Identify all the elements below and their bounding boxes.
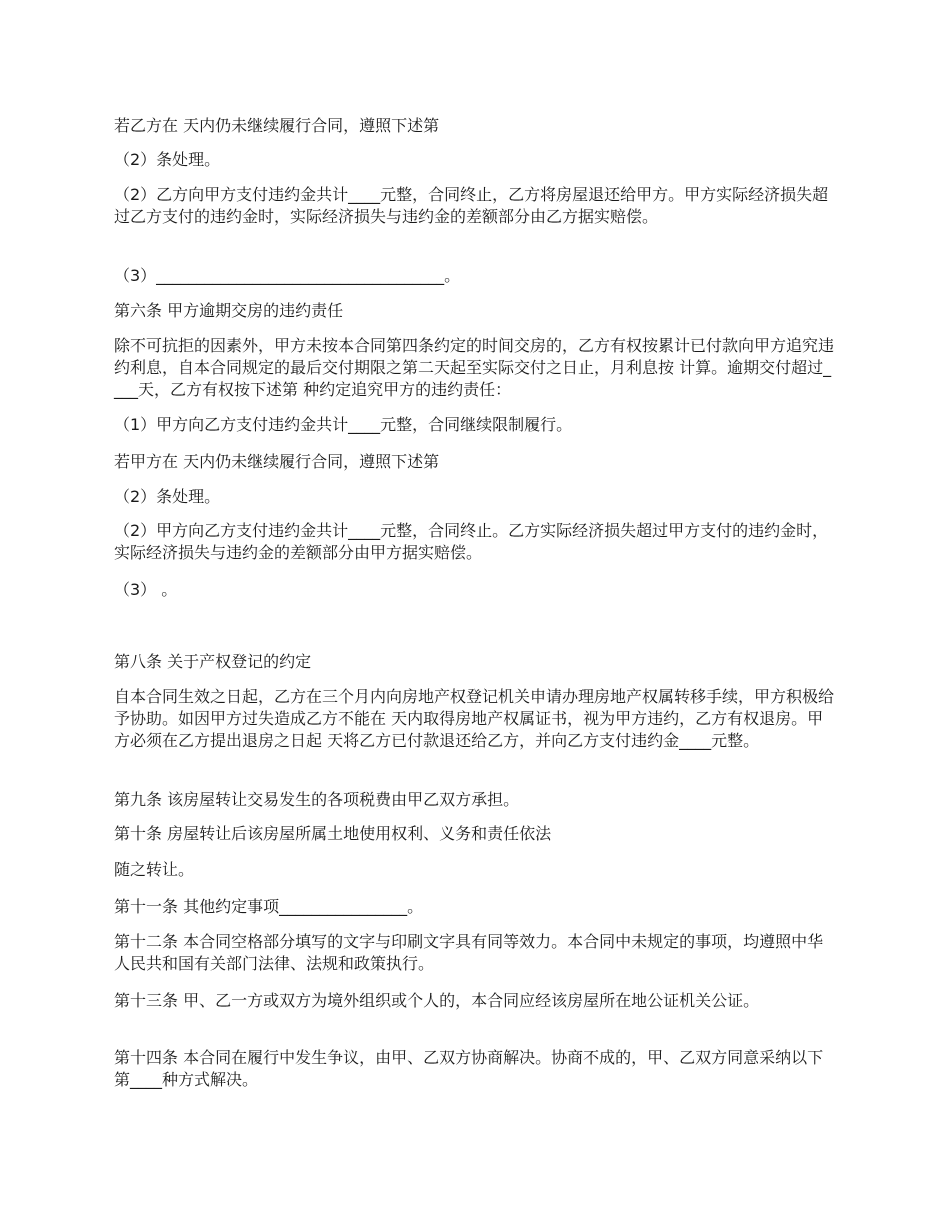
paragraph: （2）条处理。 [114,150,221,169]
paragraph: （3） 。 [114,580,178,599]
paragraph: 除不可抗拒的因素外，甲方未按本合同第四条约定的时间交房的，乙方有权按累计已付款向甲方追究违约利息，自本合同规定的最后交付期限之第二天起至实际交付之日止，月利息按 计算。逾期交付超过____天，乙方有权按下述第 种约定追究甲方的违约责任： [114,336,835,399]
paragraph: 第十一条 其他约定事项________________。 [114,897,424,916]
paragraph: 若乙方在 天内仍未继续履行合同，遵照下述第 [114,116,440,135]
paragraph: 第十条 房屋转让后该房屋所属土地使用权利、义务和责任依法 [114,824,552,843]
paragraph: （2）条处理。 [114,487,221,506]
section-heading: 第八条 关于产权登记的约定 [114,652,312,671]
paragraph: （2）甲方向乙方支付违约金共计____元整，合同终止。乙方实际经济损失超过甲方支付的违约金时，实际经济损失与违约金的差额部分由甲方据实赔偿。 [114,521,829,562]
paragraph: （1）甲方向乙方支付违约金共计____元整，合同继续限制履行。 [114,415,573,434]
paragraph: 第十三条 甲、乙一方或双方为境外组织或个人的，本合同应经该房屋所在地公证机关公证。 [114,991,760,1010]
section-heading: 第六条 甲方逾期交房的违约责任 [114,301,344,320]
paragraph: 第十四条 本合同在履行中发生争议，由甲、乙双方协商解决。协商不成的，甲、乙双方同意采纳以下第____种方式解决。 [114,1048,824,1089]
paragraph: （3）____________________________________。 [114,266,461,285]
paragraph: 若甲方在 天内仍未继续履行合同，遵照下述第 [114,452,440,471]
paragraph: 第九条 该房屋转让交易发生的各项税费由甲乙双方承担。 [114,790,520,809]
paragraph: 随之转让。 [114,860,195,879]
paragraph: 自本合同生效之日起，乙方在三个月内向房地产权登记机关申请办理房地产权属转移手续，甲方积极给予协助。如因甲方过失造成乙方不能在 天内取得房地产权属证书，视为甲方违约，乙方有权退房。甲方必须在乙方提出退房之日起 天将乙方已付款退还给乙方，并向乙方支付违约金____元整。 [114,687,835,750]
paragraph: 第十二条 本合同空格部分填写的文字与印刷文字具有同等效力。本合同中未规定的事项，均遵照中华人民共和国有关部门法律、法规和政策执行。 [114,932,824,973]
paragraph: （2）乙方向甲方支付违约金共计____元整，合同终止，乙方将房屋退还给甲方。甲方实际经济损失超过乙方支付的违约金时，实际经济损失与违约金的差额部分由乙方据实赔偿。 [114,185,829,226]
